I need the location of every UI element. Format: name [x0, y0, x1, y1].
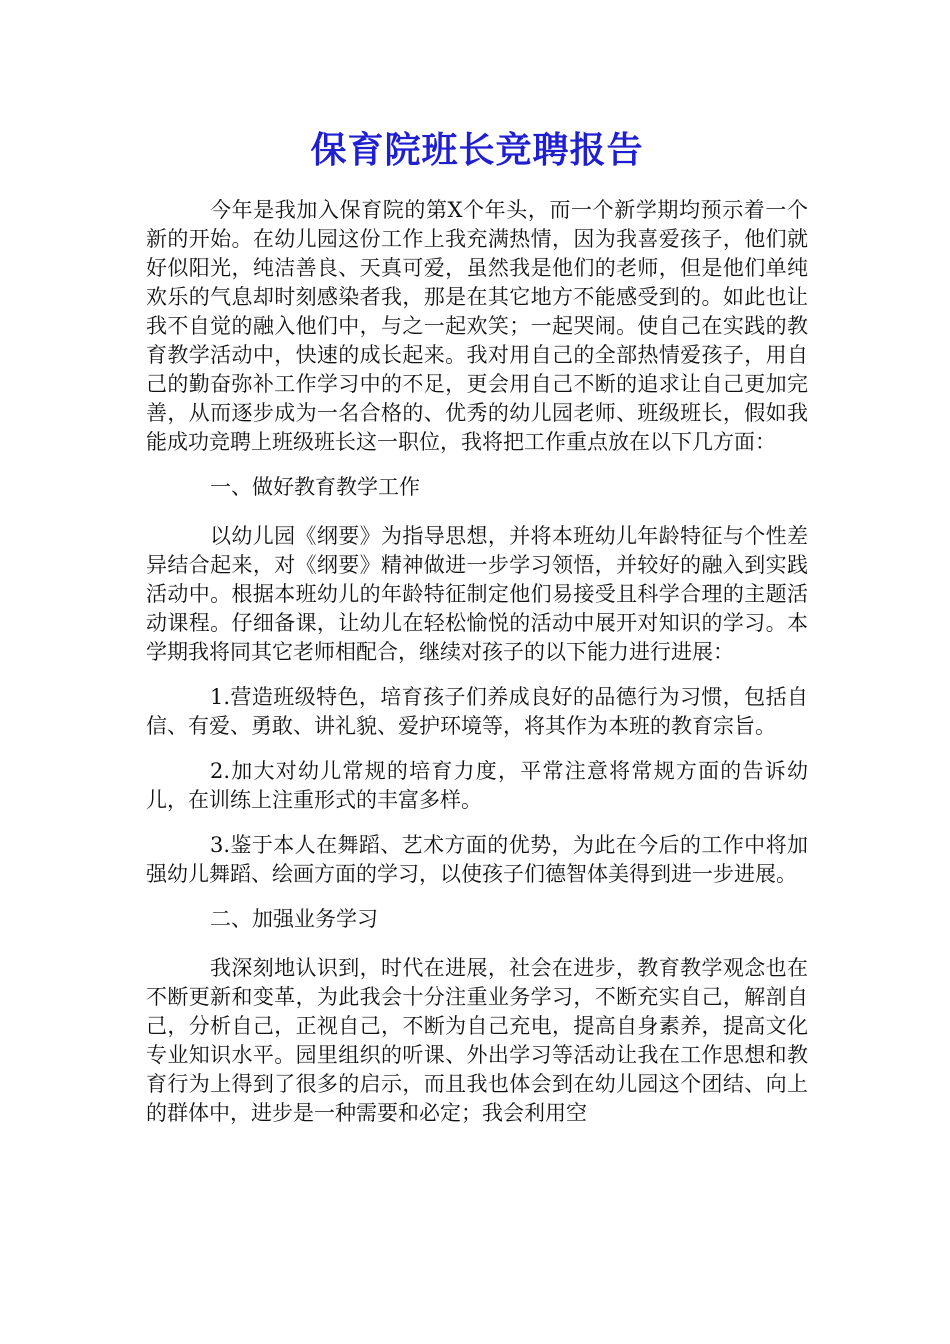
intro-paragraph: 今年是我加入保育院的第X个年头，而一个新学期均预示着一个新的开始。在幼儿园这份工作上我充满热情，因为我喜爱孩子，他们就好似阳光，纯洁善良、天真可爱，虽然我是他们的老师，但是他们单纯欢乐的气息却时刻感染者我，那是在其它地方不能感受到的。如此也让我不自觉的融入他们中，与之一起欢笑；一起哭闹。使自己在实践的教育教学活动中，快速的成长起来。我对用自己的全部热情爱孩子，用自己的勤奋弥补工作学习中的不足，更会用自己不断的追求让自己更加完善，从而逐步成为一名合格的、优秀的幼儿园老师、班级班长，假如我能成功竞聘上班级班长这一职位，我将把工作重点放在以下几方面： [146, 198, 808, 454]
teaching-paragraph: 以幼儿园《纲要》为指导思想，并将本班幼儿年龄特征与个性差异结合起来，对《纲要》精神做进一步学习领悟，并较好的融入到实践活动中。根据本班幼儿的年龄特征制定他们易接受且科学合理的主题活动课程。仔细备课，让幼儿在轻松愉悦的活动中展开对知识的学习。本学期我将同其它老师相配合，继续对孩子的以下能力进行进展： [146, 524, 808, 664]
document-title: 保育院班长竞聘报告 [310, 129, 644, 171]
list-item-3: 3.鉴于本人在舞蹈、艺术方面的优势，为此在今后的工作中将加强幼儿舞蹈、绘画方面的学习，以使孩子们德智体美得到进一步进展。 [146, 833, 808, 886]
document-body [146, 124, 808, 1144]
list-item-1: 1.营造班级特色，培育孩子们养成良好的品德行为习惯，包括自信、有爱、勇敢、讲礼貌、爱护环境等，将其作为本班的教育宗旨。 [146, 685, 808, 738]
section-heading-teaching: 一、做好教育教学工作 [210, 475, 420, 499]
list-item-2: 2.加大对幼儿常规的培育力度，平常注意将常规方面的告诉幼儿，在训练上注重形式的丰富多样。 [146, 759, 808, 812]
section-heading-study: 二、加强业务学习 [210, 907, 378, 931]
study-paragraph: 我深刻地认识到，时代在进展，社会在进步，教育教学观念也在不断更新和变革，为此我会十分注重业务学习，不断充实自己，解剖自己，分析自己，正视自己，不断为自己充电，提高自身素养，提高文化专业知识水平。园里组织的听课、外出学习等活动让我在工作思想和教育行为上得到了很多的启示，而且我也体会到在幼儿园这个团结、向上的群体中，进步是一种需要和必定；我会利用空 [146, 956, 808, 1125]
